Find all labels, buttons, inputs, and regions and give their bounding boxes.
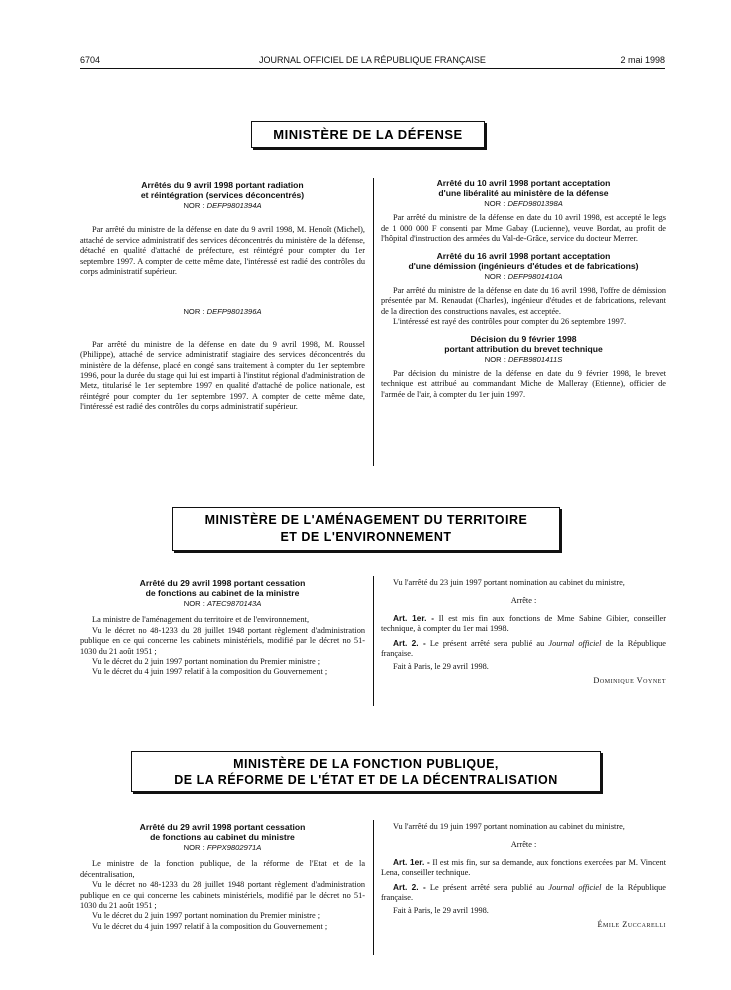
- fonction-publique-left-column: [80, 822, 365, 932]
- ministry-title: DE LA RÉFORME DE L'ÉTAT ET DE LA DÉCENTRALISATION: [174, 773, 558, 787]
- decree-paragraph: Par arrêté du ministre de la défense en date du 9 avril 1998, M. Roussel (Philippe), attaché de service administratif stagiaire des services déconcentrés du ministère de la défense, placé en congé sans traitement à compter du 1er septembre 1996, pour la durée du stage qui lui est imparti à l'institut régional d'administration de Metz, titularisé le 1er septembre 1997 en qualité d'attaché de police nationale, est réintégré pour compter du 1er septembre 1997. A compter de cette même date, l'intéressé est radié des contrôles du corps administratif supérieur.: [80, 339, 365, 412]
- article-1: Art. 1er. - Il est mis fin aux fonctions de Mme Sabine Gibier, conseiller technique, à compter du 1er mai 1998.: [381, 612, 667, 634]
- decree-paragraph: Vu le décret du 2 juin 1997 portant nomination du Premier ministre ;: [92, 657, 321, 667]
- ministry-heading-defense: [251, 121, 485, 148]
- decree-title: Arrêté du 16 avril 1998 portant acceptation: [436, 250, 611, 261]
- decree-title: Arrêté du 29 avril 1998 portant cessation: [139, 822, 306, 832]
- ministry-title: ET DE L'ENVIRONNEMENT: [280, 530, 452, 544]
- publication-date: 2 mai 1998: [620, 55, 665, 65]
- decree-paragraph: Le ministre de la fonction publique, de la réforme de l'Etat et de la décentralisation,: [80, 859, 365, 879]
- defense-left-column: [80, 180, 365, 413]
- nor-reference: NOR : DEFP9801396A: [183, 307, 262, 317]
- nor-reference: NOR : DEFP9801410A: [484, 271, 563, 281]
- decree-paragraph: Vu l'arrêté du 23 juin 1997 portant nomination au cabinet du ministre,: [393, 578, 625, 587]
- fonction-publique-right-column: [381, 822, 666, 930]
- article-2: Art. 2. - Le présent arrêté sera publié au Journal officiel de la République française.: [381, 881, 666, 903]
- decree-title: Décision du 9 février 1998: [470, 333, 577, 344]
- decree-paragraph: Vu le décret du 4 juin 1997 relatif à la composition du Gouvernement ;: [92, 921, 328, 931]
- ministry-title: MINISTÈRE DE LA FONCTION PUBLIQUE,: [233, 757, 499, 771]
- decree-title: et réintégration (services déconcentrés): [140, 190, 305, 200]
- ministry-title: MINISTÈRE DE LA DÉFENSE: [273, 127, 463, 142]
- page-header: [80, 55, 665, 69]
- decree-title: portant attribution du brevet technique: [444, 343, 603, 354]
- defense-right-column: [381, 178, 666, 400]
- ministry-heading-fonction-publique: [131, 751, 601, 792]
- decree-paragraph: La ministre de l'aménagement du territoire et de l'environnement,: [92, 615, 310, 625]
- decree-paragraph: Par décision du ministre de la défense en date du 9 février 1998, le brevet technique est attribué au commandant Miche de Malleray (Etienne), officier de l'armée de l'air, à compter du 1er juin 1997.: [381, 369, 666, 399]
- decree-title: d'une libéralité au ministère de la défense: [438, 188, 609, 198]
- nor-reference: NOR : DEFD9801398A: [484, 199, 563, 208]
- amenagement-right-column: [381, 578, 666, 686]
- amenagement-left-column: [80, 578, 365, 678]
- decree-paragraph: Vu l'arrêté du 19 juin 1997 portant nomination au cabinet du ministre,: [393, 822, 625, 831]
- header-rule: [80, 68, 665, 69]
- nor-reference: NOR : DEFP9801394A: [183, 201, 262, 210]
- decree-title: de fonctions au cabinet de la ministre: [145, 588, 300, 598]
- decree-paragraph: Par arrêté du ministre de la défense en date du 9 avril 1998, M. Henoît (Michel), attaché de service administratif des services déconcentrés du ministère de la défense, détaché en qualité d'attaché de préfecture, est réintégré pour compter du 1er septembre 1997. A compter de cette même date, l'intéressé est radié des contrôles du corps administratif supérieur.: [80, 225, 365, 277]
- decree-paragraph: Par arrêté du ministre de la défense en date du 10 avril 1998, est accepté le legs de 1 000 000 F consenti par Mme Gabay (Lucienne), veuve Bordat, au profit de l'hôpital d'instruction des armées du Val-de-Grâce, service du docteur Merrer.: [381, 213, 666, 244]
- decree-paragraph: Vu le décret no 48-1233 du 28 juillet 1948 portant règlement d'administration publique en ce qui concerne les cabinets ministériels, modifié par le décret no 51-1030 du 21 août 1951 ;: [80, 625, 365, 656]
- decree-paragraph: Vu le décret du 2 juin 1997 portant nomination du Premier ministre ;: [92, 911, 321, 921]
- ministry-heading-amenagement: [172, 507, 560, 551]
- column-divider: [373, 820, 374, 955]
- decree-title: d'une démission (ingénieurs d'études et de fabrications): [408, 260, 639, 271]
- decree-title: Arrêté du 10 avril 1998 portant acceptation: [436, 178, 611, 188]
- arrete-label: Arrête :: [510, 596, 537, 606]
- article-1: Art. 1er. - Il est mis fin, sur sa demande, aux fonctions exercées par M. Vincent Lena, conseiller technique.: [381, 856, 667, 878]
- signature-date: Fait à Paris, le 29 avril 1998.: [393, 906, 489, 916]
- nor-reference: NOR : ATEC9870143A: [183, 599, 262, 608]
- decree-paragraph: Par arrêté du ministre de la défense en date du 16 avril 1998, l'offre de démission présentée par M. Renaudat (Charles), ingénieur d'études et de fabrications, relevant de la direction des constructions navales, est acceptée.: [381, 286, 666, 316]
- nor-reference: NOR : DEFB9801411S: [484, 354, 563, 364]
- nor-reference: NOR : FPPX9802971A: [183, 843, 262, 852]
- column-divider: [373, 178, 374, 466]
- signature: Émile Zuccarelli: [597, 919, 666, 929]
- decree-title: Arrêtés du 9 avril 1998 portant radiation: [141, 180, 304, 190]
- decree-paragraph: Vu le décret du 4 juin 1997 relatif à la composition du Gouvernement ;: [92, 667, 328, 677]
- ministry-title: MINISTÈRE DE L'AMÉNAGEMENT DU TERRITOIRE: [204, 513, 528, 527]
- signature-date: Fait à Paris, le 29 avril 1998.: [393, 662, 489, 672]
- signature: Dominique Voynet: [593, 675, 666, 685]
- journal-title: JOURNAL OFFICIEL DE LA RÉPUBLIQUE FRANÇAISE: [259, 55, 486, 65]
- decree-paragraph: Vu le décret no 48-1233 du 28 juillet 1948 portant règlement d'administration publique en ce qui concerne les cabinets ministériels, modifié par le décret no 51-1030 du 21 août 1951 ;: [80, 880, 365, 911]
- arrete-label: Arrête :: [510, 840, 537, 850]
- column-divider: [373, 576, 374, 706]
- page-number: 6704: [80, 55, 101, 65]
- article-2: Art. 2. - Le présent arrêté sera publié au Journal officiel de la République française.: [381, 637, 666, 659]
- decree-title: de fonctions au cabinet du ministre: [150, 832, 295, 842]
- decree-title: Arrêté du 29 avril 1998 portant cessation: [139, 578, 306, 588]
- decree-paragraph: L'intéressé est rayé des contrôles pour compter du 26 septembre 1997.: [393, 317, 627, 327]
